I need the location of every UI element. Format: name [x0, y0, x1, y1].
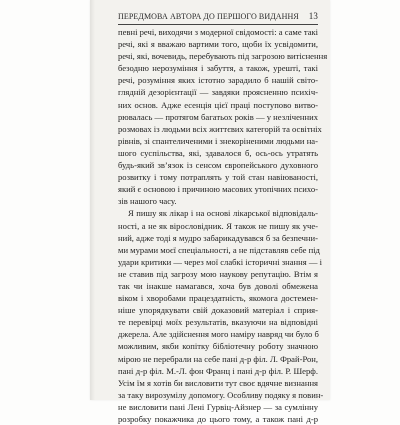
text-line: за таку вирозумілу допомогу. Особливу подяку я повин- [118, 389, 324, 400]
text-line: глядній дезорієнтації — завдяки проясненню психіч- [118, 87, 318, 98]
text-line: шого суспільства, які, здавалося б, ось-ось утратять [118, 147, 318, 158]
text-line: так чи інакше намагався, хоча був доволі обмежена [118, 280, 318, 291]
text-line: розвитку і тому потраплять у той стан навіюваності, [118, 172, 318, 183]
header-rule [118, 24, 318, 25]
running-header-title: ПЕРЕДМОВА АВТОРА ДО ПЕРШОГО ВИДАННЯ [118, 12, 299, 21]
text-line: розробку покажчика до цього тому, а також пані д-р [118, 414, 318, 424]
text-line: те перевірці моїх результатів, вказуючи на відповідні [118, 317, 318, 328]
text-line: рівнів, зі спантеличеними і знекоріненими людьми на- [118, 135, 318, 146]
text-line: ний, адже тоді я мудро забарикадувався б за безпечни- [118, 232, 318, 243]
text-line: розмовах із людьми всіх життєвих категорій та освітніх [118, 123, 322, 134]
text-line: Усім їм я хотів би висловити тут своє вдячне визнання [118, 377, 318, 388]
text-line: джерела. Але здійснення мого наміру навряд чи було б [118, 329, 319, 340]
text-line: них основ. Адже есенція цієї праці поступово витво- [118, 99, 318, 110]
text-line: ніше упорядкувати свій доказовий матеріал і сприя- [118, 305, 318, 316]
text-line: певні речі, виходячи з модерної свідомості: а саме такі [118, 27, 319, 37]
body-text [118, 26, 328, 425]
page-number: 13 [308, 11, 318, 21]
text-line: безодню нерозуміння і забуття, а також, урешті, такі [118, 63, 318, 74]
text-line: віком і хворобами працездатність, якомога достемен- [118, 293, 318, 304]
text-line: ності, а не як вірословідник. Я також не пишу як уче- [118, 220, 318, 231]
text-line: ми мурами моєї спеціальності, а не підставляв себе під [118, 244, 320, 255]
text-line: Я пишу як лікар і на основі лікарської відповідаль- [128, 208, 318, 219]
text-line: не ставив під загрозу мою наукову репутацію. Втім я [118, 268, 318, 279]
text-line: речі, які я вважаю вартими того, щоби їх усвідомити, [118, 39, 318, 50]
text-line: можливим, якби копітку бібліотечну роботу значною [118, 341, 318, 352]
text-line: речі, які, вочевидь, перебувають під загрозою витіснення [118, 51, 328, 62]
text-line: який є основою і причиною масових утопічних психо- [118, 184, 318, 195]
spine-shadow [90, 0, 95, 400]
running-header [118, 11, 318, 23]
text-line: не висловити пані Лені Гурвіц-Айзнер — за сумлінну [118, 401, 318, 412]
text-line: мірою не перебрали на себе пані д-р філ. Л. Фрай-Рон, [118, 353, 319, 364]
text-line: рювалась — протягом багатьох років — у незліченних [118, 111, 318, 122]
text-line: будь-який зв’язок із сенсом європейського духовного [118, 160, 318, 171]
text-line: пані д-р філ. М.-Л. фон Франц і пані д-р філ. Р. Шерф. [118, 365, 318, 376]
text-line: речі, розуміння яких істотно зарадило б нашій світо- [118, 75, 318, 86]
text-line: зів нашого часу. [118, 196, 177, 207]
text-line: удари критики — через мої слабкі історичні знання — і [118, 256, 322, 267]
